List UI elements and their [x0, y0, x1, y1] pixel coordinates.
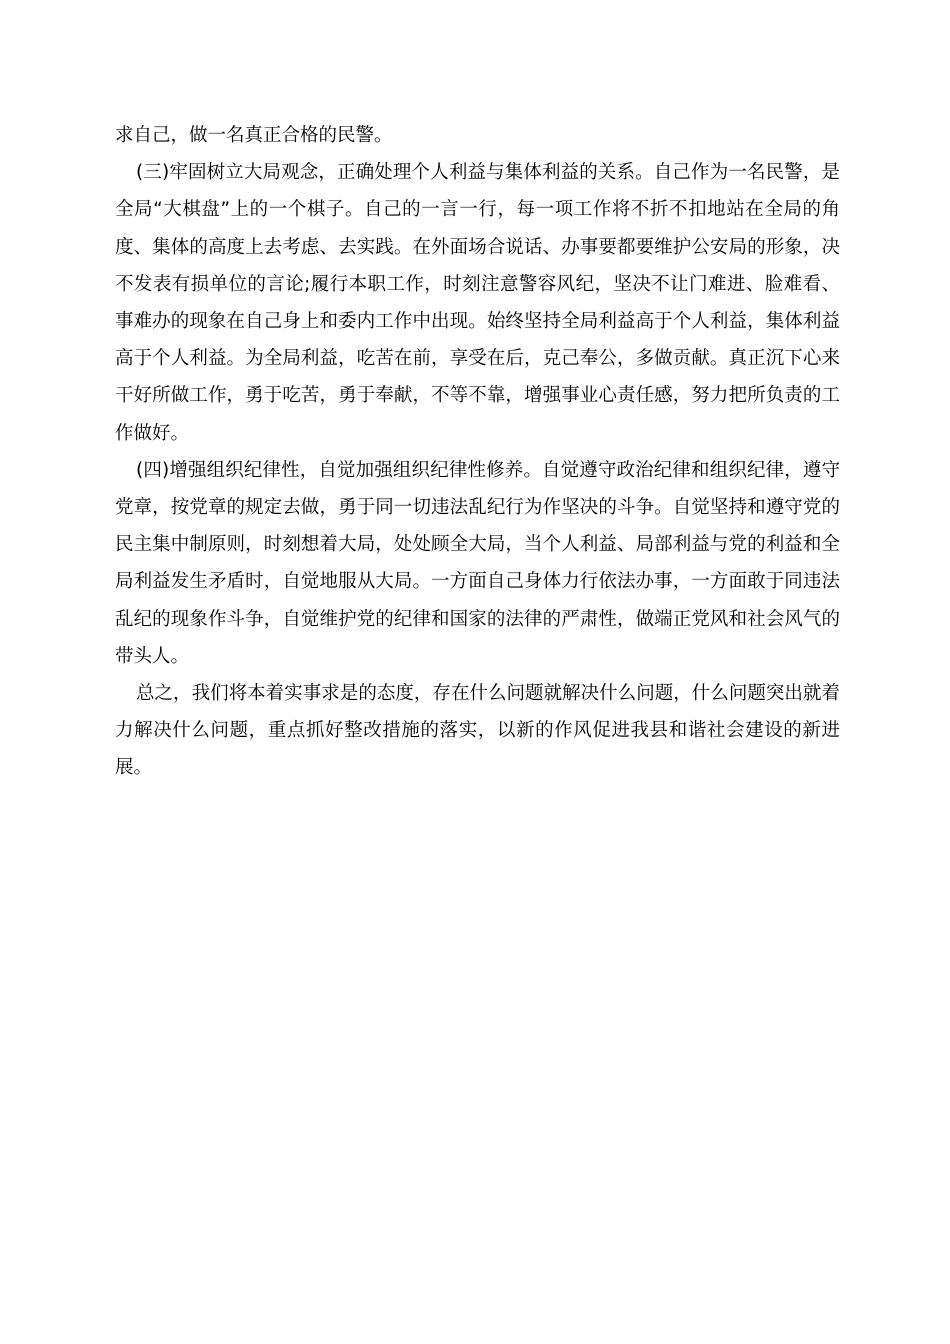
- paragraph-section-three: (三)牢固树立大局观念，正确处理个人利益与集体利益的关系。自己作为一名民警，是全局“大棋盘”上的一个棋子。自己的一言一行，每一项工作将不折不扣地站在全局的角度、集体的高度上去考虑、去实践。在外面场合说话、办事要都要维护公安局的形象，决不发表有损单位的言论;履行本职工作，时刻注意警容风纪，坚决不让门难进、脸难看、事难办的现象在自己身上和委内工作中出现。始终坚持全局利益高于个人利益，集体利益高于个人利益。为全局利益，吃苦在前，享受在后，克己奉公，多做贡献。真正沉下心来干好所做工作，勇于吃苦，勇于奉献，不等不靠，增强事业心责任感，努力把所负责的工作做好。: [115, 162, 840, 444]
- paragraph-section-four: (四)增强组织纪律性，自觉加强组织纪律性修养。自觉遵守政治纪律和组织纪律，遵守党章，按党章的规定去做，勇于同一切违法乱纪行为作坚决的斗争。自觉坚持和遵守党的民主集中制原则，时刻想着大局，处处顾全大局，当个人利益、局部利益与党的利益和全局利益发生矛盾时，自觉地服从大局。一方面自己身体力行依法办事，一方面敢于同违法乱纪的现象作斗争，自觉维护党的纪律和国家的法律的严肃性，做端正党风和社会风气的带头人。: [115, 459, 840, 667]
- paragraph-continuation: 求自己，做一名真正合格的民警。: [115, 125, 393, 146]
- document-body: [115, 117, 840, 787]
- paragraph-conclusion: 总之，我们将本着实事求是的态度，存在什么问题就解决什么问题，什么问题突出就着力解决什么问题，重点抓好整改措施的落实，以新的作风促进我县和谐社会建设的新进展。: [115, 683, 840, 779]
